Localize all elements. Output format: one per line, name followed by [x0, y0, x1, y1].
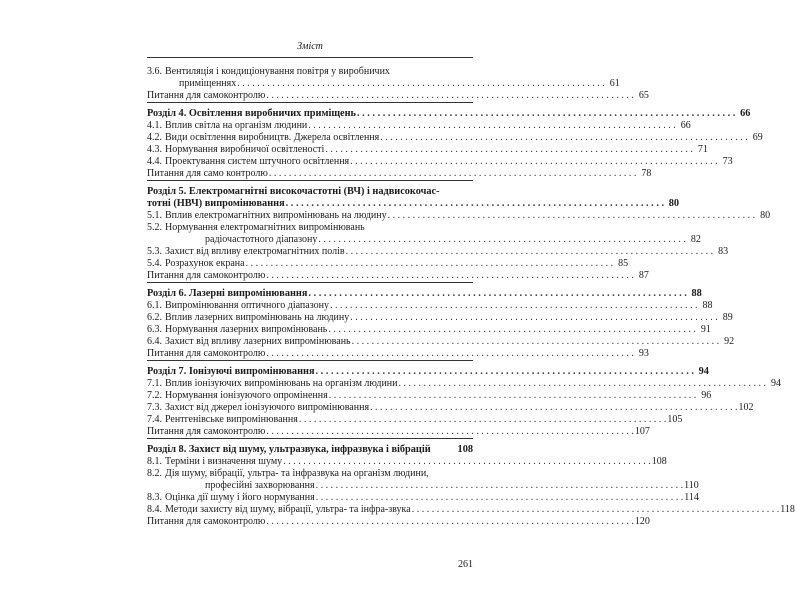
toc-entry	[147, 270, 649, 282]
leader-dots	[237, 78, 605, 90]
toc-entry-continuation	[147, 234, 701, 246]
entry-page: 88	[691, 288, 702, 299]
toc-entry	[147, 144, 708, 156]
entry-number: 8.2.	[147, 468, 162, 479]
entry-title: Розділ 6. Лазерні випромінювання	[147, 288, 308, 299]
entry-page: 80	[760, 210, 771, 221]
toc-entry	[147, 300, 713, 312]
leader-dots	[286, 198, 664, 210]
toc-entry	[147, 390, 712, 402]
leader-dots	[316, 492, 684, 504]
toc-entry	[147, 414, 683, 426]
toc-entry	[147, 66, 473, 78]
entry-page: 92	[724, 336, 735, 347]
entry-page: 105	[667, 414, 683, 425]
leader-dots	[352, 336, 720, 348]
entry-title: Питання для самоконтролю	[147, 516, 266, 527]
entry-page: 66	[740, 108, 751, 119]
entry-page: 110	[684, 480, 699, 491]
entry-title-continuation: радіочастотного діапазону	[205, 234, 318, 245]
section-heading	[147, 444, 473, 456]
entry-number: 6.4.	[147, 336, 162, 347]
entry-number: 4.1.	[147, 120, 162, 131]
entry-page: 61	[609, 78, 620, 89]
entry-number: 5.4.	[147, 258, 162, 269]
entry-title: Вплив світла на організм людини	[165, 120, 308, 131]
leader-dots	[370, 402, 738, 414]
toc-entry	[147, 456, 667, 468]
entry-page: 73	[722, 156, 733, 167]
toc-entry	[147, 168, 652, 180]
entry-title: Вплив лазерних випромінювань на людину	[165, 312, 350, 323]
leader-dots	[350, 312, 718, 324]
entry-title: Питання для самоконтролю	[147, 348, 266, 359]
entry-title: Види освітлення виробництв. Джерела освітлення	[165, 132, 380, 143]
leader-dots	[316, 480, 684, 492]
entry-page: 94	[771, 378, 781, 389]
entry-page: 65	[638, 90, 649, 101]
entry-title: Випромінювання оптичного діапазону	[165, 300, 329, 311]
table-of-contents	[147, 61, 795, 528]
entry-page: 80	[668, 198, 680, 209]
entry-page: 85	[618, 258, 629, 269]
entry-title: Проектування систем штучного освітлення	[165, 156, 350, 167]
toc-entry	[147, 120, 691, 132]
entry-number: 8.1.	[147, 456, 162, 467]
entry-title: Розрахунок екрана	[165, 258, 245, 269]
entry-page: 118	[780, 504, 795, 515]
entry-title: Нормування виробничої освітленості	[165, 144, 325, 155]
entry-page: 66	[680, 120, 691, 131]
entry-page: 69	[752, 132, 763, 143]
entry-title-continuation: професійні захворювання	[205, 480, 315, 491]
page-number: 261	[458, 559, 473, 570]
leader-dots	[350, 156, 718, 168]
entry-number: 6.3.	[147, 324, 162, 335]
entry-number: 7.4.	[147, 414, 162, 425]
leader-dots	[266, 90, 634, 102]
section-heading	[147, 108, 751, 120]
entry-page: 89	[722, 312, 733, 323]
entry-number: 7.3.	[147, 402, 162, 413]
entry-number: 5.1.	[147, 210, 162, 221]
entry-number: 8.4.	[147, 504, 162, 515]
entry-title: Методи захисту від шуму, вібрації, ультра- та інфра-звука	[165, 504, 411, 515]
entry-number: 4.2.	[147, 132, 162, 143]
leader-dots	[330, 300, 698, 312]
section-heading	[147, 366, 709, 378]
toc-entry-continuation	[147, 480, 699, 492]
entry-title: Розділ 8. Захист від шуму, ультразвука, інфразвука і вібрацій	[147, 444, 431, 455]
entry-page: 108	[651, 456, 667, 467]
entry-number: 3.6.	[147, 66, 162, 77]
running-head: Зміст	[297, 41, 323, 52]
toc-entry	[147, 258, 629, 270]
entry-title: Питання для самоконтролю	[147, 90, 266, 101]
leader-dots	[318, 234, 686, 246]
leader-dots	[283, 456, 651, 468]
leader-dots	[328, 324, 696, 336]
leader-dots	[357, 108, 735, 120]
entry-page: 87	[638, 270, 649, 281]
entry-title-continuation: тотні (НВЧ) випромінювання	[147, 198, 285, 209]
leader-dots	[316, 366, 694, 378]
leader-dots	[266, 270, 634, 282]
entry-page: 102	[738, 402, 754, 413]
entry-title: Захист від впливу лазерних випромінювань	[165, 336, 351, 347]
leader-dots	[308, 288, 686, 300]
entry-title: Оцінка дії шуму і його нормування	[165, 492, 315, 503]
entry-page: 82	[690, 234, 701, 245]
entry-page: 93	[638, 348, 649, 359]
leader-dots	[266, 426, 634, 438]
entry-title: Питання для само контролю	[147, 168, 268, 179]
entry-title: Розділ 4. Освітлення виробничих приміщень	[147, 108, 356, 119]
toc-entry	[147, 468, 473, 480]
entry-title: Розділ 5. Електромагнітні високочастотні (ВЧ) і надвисокочас-	[147, 186, 440, 197]
toc-page	[147, 40, 795, 570]
toc-entry-continuation	[147, 198, 680, 210]
entry-title-continuation: приміщеннях	[179, 78, 237, 89]
entry-page: 108	[457, 444, 473, 455]
toc-entry	[147, 402, 754, 414]
toc-entry	[147, 516, 650, 528]
entry-title: Питання для самоконтролю	[147, 270, 266, 281]
entry-number: 4.3.	[147, 144, 162, 155]
entry-page: 83	[718, 246, 729, 257]
toc-entry	[147, 336, 735, 348]
entry-title: Розділ 7. Іонізуючі випромінювання	[147, 366, 315, 377]
toc-entry	[147, 156, 733, 168]
entry-title: Вентиляція і кондиціонування повітря у виробничих	[165, 66, 390, 77]
entry-number: 5.2.	[147, 222, 162, 233]
entry-page: 107	[634, 426, 650, 437]
leader-dots	[388, 210, 756, 222]
toc-entry	[147, 312, 733, 324]
leader-dots	[308, 120, 676, 132]
toc-entry	[147, 132, 763, 144]
toc-entry	[147, 378, 781, 390]
entry-number: 7.1.	[147, 378, 162, 389]
entry-title: Терміни і визначення шуму	[165, 456, 283, 467]
header-rule	[147, 57, 473, 58]
entry-title: Вплив електромагнітних випромінювань на людину	[165, 210, 387, 221]
leader-dots	[299, 414, 667, 426]
entry-title: Нормування лазерних випромінювань	[165, 324, 328, 335]
leader-dots	[325, 144, 693, 156]
entry-title: Вплив іонізуючих випромінювань на організм людини	[165, 378, 398, 389]
entry-title: Нормування електромагнітних випромінювань	[165, 222, 365, 233]
toc-entry	[147, 348, 649, 360]
entry-page: 96	[701, 390, 712, 401]
toc-entry	[147, 504, 795, 516]
toc-entry	[147, 210, 771, 222]
section-heading	[147, 186, 473, 198]
toc-entry-continuation	[147, 78, 620, 90]
entry-title: Захист від впливу електромагнітних полів	[165, 246, 345, 257]
toc-entry	[147, 492, 699, 504]
entry-page: 91	[700, 324, 711, 335]
entry-page: 78	[641, 168, 652, 179]
entry-number: 7.2.	[147, 390, 162, 401]
leader-dots	[399, 378, 767, 390]
leader-dots	[266, 348, 634, 360]
entry-page: 114	[684, 492, 699, 503]
leader-dots	[380, 132, 748, 144]
section-heading	[147, 288, 702, 300]
entry-title: Питання для самоконтролю	[147, 426, 266, 437]
toc-entry	[147, 246, 729, 258]
toc-entry	[147, 222, 473, 234]
entry-title: Нормування іонізуючого опромінення	[165, 390, 328, 401]
entry-number: 8.3.	[147, 492, 162, 503]
entry-number: 6.1.	[147, 300, 162, 311]
entry-number: 5.3.	[147, 246, 162, 257]
leader-dots	[269, 168, 637, 180]
entry-title: Дія шуму, вібрації, ультра- та інфразвука на організм людини,	[165, 468, 429, 479]
entry-page: 71	[697, 144, 708, 155]
entry-page: 88	[702, 300, 713, 311]
entry-title: Захист від джерел іонізуючого випромінювання	[165, 402, 370, 413]
leader-dots	[329, 390, 697, 402]
toc-entry	[147, 90, 649, 102]
entry-title: Рентгенівське випромінювання	[165, 414, 298, 425]
toc-entry	[147, 324, 711, 336]
entry-page: 120	[634, 516, 650, 527]
leader-dots	[412, 504, 780, 516]
entry-number: 4.4.	[147, 156, 162, 167]
leader-dots	[346, 246, 714, 258]
toc-entry	[147, 426, 650, 438]
leader-dots	[266, 516, 634, 528]
leader-dots	[246, 258, 614, 270]
entry-number: 6.2.	[147, 312, 162, 323]
entry-page: 94	[698, 366, 709, 377]
